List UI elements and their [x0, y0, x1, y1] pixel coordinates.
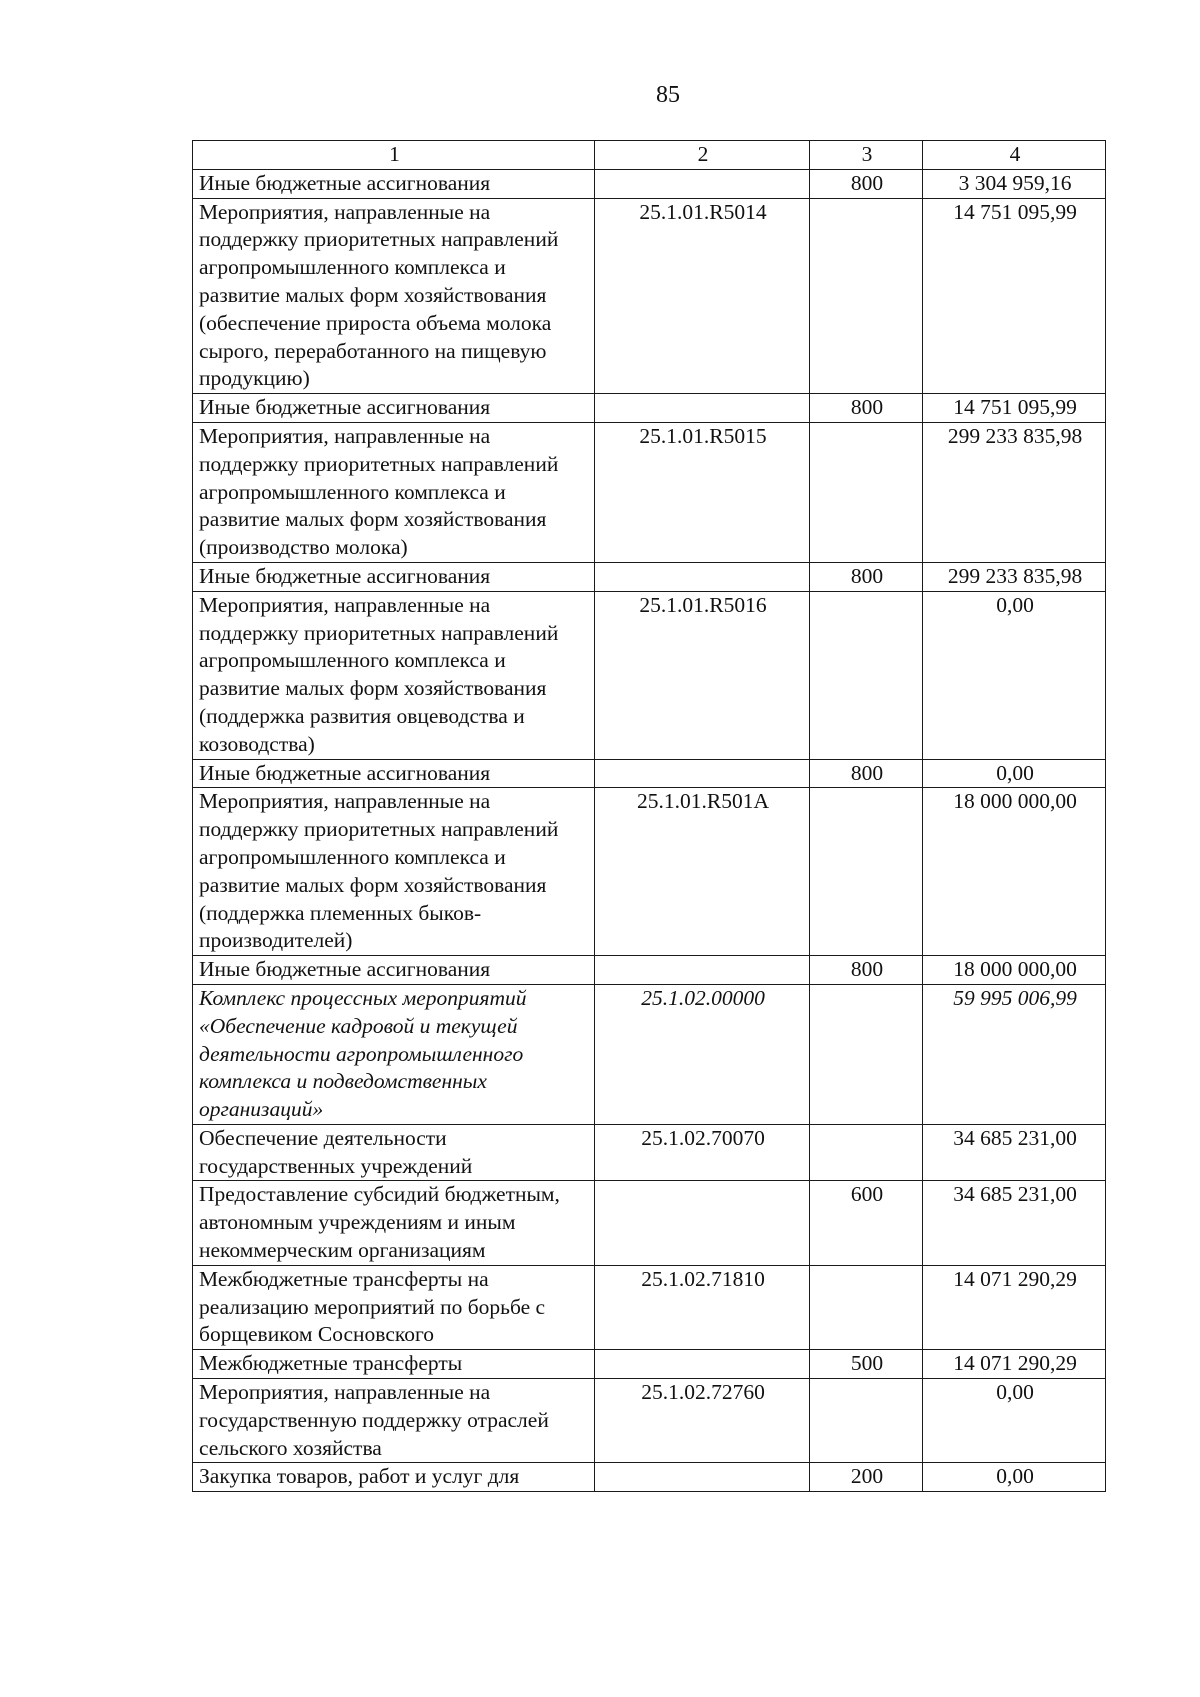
row-name-cell: Мероприятия, направленные на поддержку приоритетных направлений агропромышленного комплекса и развитие малых форм хозяйствования (поддержка племенных быков-производителей) [193, 788, 595, 956]
row-name-cell: Межбюджетные трансферты на реализацию мероприятий по борьбе с борщевиком Сосновского [193, 1265, 595, 1349]
table-row [193, 1265, 1106, 1349]
row-code-cell [595, 394, 810, 423]
row-type-cell: 800 [810, 562, 923, 591]
row-name-cell: Иные бюджетные ассигнования [193, 759, 595, 788]
table-body [193, 141, 1106, 1492]
table-row [193, 1463, 1106, 1492]
row-name-cell: Комплекс процессных мероприятий «Обеспечение кадровой и текущей деятельности агропромышленного комплекса и подведомственных организаций» [193, 984, 595, 1124]
row-sum-cell: 14 071 290,29 [923, 1265, 1106, 1349]
row-type-cell: 600 [810, 1181, 923, 1265]
row-name-cell: Межбюджетные трансферты [193, 1350, 595, 1379]
row-name-cell: Мероприятия, направленные на государственную поддержку отраслей сельского хозяйства [193, 1379, 595, 1463]
row-type-cell: 800 [810, 759, 923, 788]
row-type-cell [810, 198, 923, 394]
row-type-cell [810, 984, 923, 1124]
table-row [193, 198, 1106, 394]
table-row [193, 759, 1106, 788]
table-row [193, 562, 1106, 591]
row-code-cell [595, 1463, 810, 1492]
row-code-cell [595, 562, 810, 591]
table-row [193, 1350, 1106, 1379]
row-code-cell: 25.1.02.70070 [595, 1124, 810, 1181]
header-cell-2: 2 [595, 141, 810, 170]
row-type-cell: 500 [810, 1350, 923, 1379]
header-cell-3: 3 [810, 141, 923, 170]
row-name-cell: Мероприятия, направленные на поддержку приоритетных направлений агропромышленного комплекса и развитие малых форм хозяйствования (поддержка развития овцеводства и козоводства) [193, 591, 595, 759]
budget-table [192, 140, 1106, 1492]
table-row [193, 591, 1106, 759]
row-name-cell: Мероприятия, направленные на поддержку приоритетных направлений агропромышленного комплекса и развитие малых форм хозяйствования (обеспечение прироста объема молока сырого, переработанного на пищевую продукцию) [193, 198, 595, 394]
row-code-cell [595, 1350, 810, 1379]
header-cell-4: 4 [923, 141, 1106, 170]
row-type-cell [810, 422, 923, 562]
row-type-cell [810, 1124, 923, 1181]
row-sum-cell: 14 071 290,29 [923, 1350, 1106, 1379]
row-code-cell: 25.1.01.R5016 [595, 591, 810, 759]
table-header-row [193, 141, 1106, 170]
header-cell-1: 1 [193, 141, 595, 170]
row-code-cell [595, 759, 810, 788]
row-name-cell: Иные бюджетные ассигнования [193, 394, 595, 423]
page-number: 85 [656, 82, 680, 108]
row-sum-cell: 14 751 095,99 [923, 394, 1106, 423]
table-row [193, 788, 1106, 956]
row-code-cell: 25.1.01.R501A [595, 788, 810, 956]
row-type-cell: 800 [810, 956, 923, 985]
row-sum-cell: 299 233 835,98 [923, 562, 1106, 591]
row-type-cell [810, 1265, 923, 1349]
row-type-cell [810, 1379, 923, 1463]
row-sum-cell: 18 000 000,00 [923, 788, 1106, 956]
row-code-cell: 25.1.02.72760 [595, 1379, 810, 1463]
row-type-cell: 800 [810, 169, 923, 198]
row-sum-cell: 18 000 000,00 [923, 956, 1106, 985]
row-sum-cell: 3 304 959,16 [923, 169, 1106, 198]
table-row [193, 1379, 1106, 1463]
row-name-cell: Обеспечение деятельности государственных учреждений [193, 1124, 595, 1181]
row-sum-cell: 59 995 006,99 [923, 984, 1106, 1124]
row-code-cell: 25.1.01.R5015 [595, 422, 810, 562]
row-sum-cell: 0,00 [923, 759, 1106, 788]
row-name-cell: Закупка товаров, работ и услуг для [193, 1463, 595, 1492]
table-row [193, 984, 1106, 1124]
table-row [193, 1124, 1106, 1181]
row-code-cell [595, 169, 810, 198]
table-row [193, 422, 1106, 562]
row-sum-cell: 34 685 231,00 [923, 1124, 1106, 1181]
table-row [193, 394, 1106, 423]
row-sum-cell: 299 233 835,98 [923, 422, 1106, 562]
row-name-cell: Предоставление субсидий бюджетным, автономным учреждениям и иным некоммерческим организациям [193, 1181, 595, 1265]
row-code-cell: 25.1.02.71810 [595, 1265, 810, 1349]
table-row [193, 169, 1106, 198]
row-code-cell [595, 1181, 810, 1265]
row-code-cell: 25.1.02.00000 [595, 984, 810, 1124]
row-name-cell: Иные бюджетные ассигнования [193, 169, 595, 198]
table-row [193, 956, 1106, 985]
row-code-cell [595, 956, 810, 985]
row-sum-cell: 34 685 231,00 [923, 1181, 1106, 1265]
table-row [193, 1181, 1106, 1265]
row-sum-cell: 14 751 095,99 [923, 198, 1106, 394]
row-type-cell [810, 591, 923, 759]
row-sum-cell: 0,00 [923, 1379, 1106, 1463]
row-type-cell: 800 [810, 394, 923, 423]
row-sum-cell: 0,00 [923, 591, 1106, 759]
row-name-cell: Иные бюджетные ассигнования [193, 956, 595, 985]
row-type-cell [810, 788, 923, 956]
row-name-cell: Иные бюджетные ассигнования [193, 562, 595, 591]
row-type-cell: 200 [810, 1463, 923, 1492]
row-name-cell: Мероприятия, направленные на поддержку приоритетных направлений агропромышленного комплекса и развитие малых форм хозяйствования (производство молока) [193, 422, 595, 562]
row-sum-cell: 0,00 [923, 1463, 1106, 1492]
row-code-cell: 25.1.01.R5014 [595, 198, 810, 394]
